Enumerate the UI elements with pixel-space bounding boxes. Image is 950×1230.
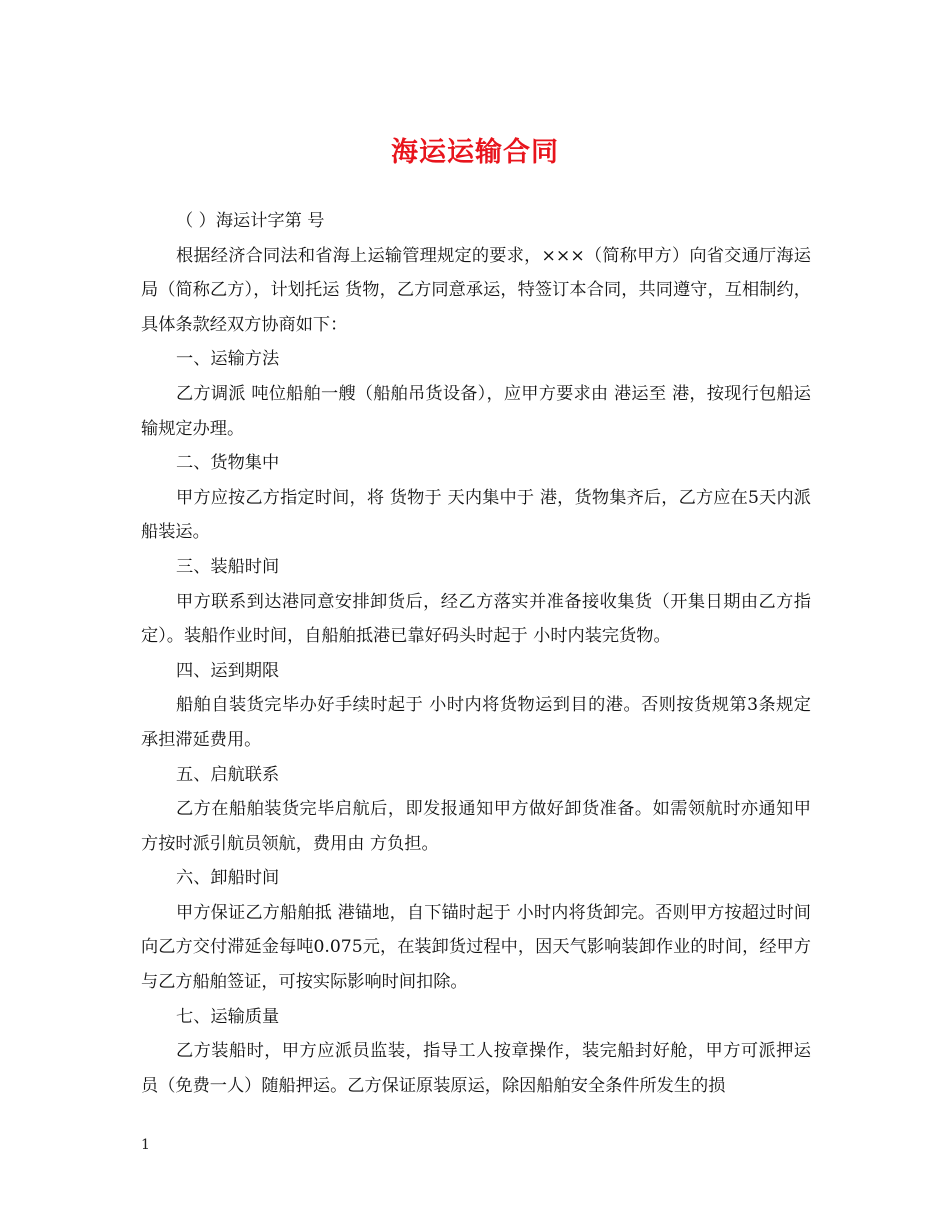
section-text-delivery-deadline: 船舶自装货完毕办好手续时起于 小时内将货物运到目的港。否则按货规第3条规定承担滞延费用。: [141, 695, 811, 750]
section-heading-transport-method: 一、运输方法: [176, 349, 280, 370]
section-text-cargo-collection: 甲方应按乙方指定时间，将 货物于 天内集中于 港，货物集齐后，乙方应在5天内派船装运。: [141, 487, 811, 543]
preamble-paragraph: 根据经济合同法和省海上运输管理规定的要求，×××（简称甲方）向省交通厅海运局（简称乙方），计划托运 货物，乙方同意承运，特签订本合同，共同遵守，互相制约，具体条款经双方协商如下：: [141, 245, 811, 335]
section-heading-loading-time: 三、装船时间: [176, 556, 280, 577]
section-text-unloading-time: 甲方保证乙方船舶抵 港锚地，自下锚时起于 小时内将货卸完。否则甲方按超过时间向乙方交付滞延金每吨0.075元，在装卸货过程中，因天气影响装卸作业的时间，经甲方与乙方船舶签证，可按实际影响时间扣除。: [141, 902, 811, 993]
document-body: [141, 204, 811, 1103]
section-text-transport-quality: 乙方装船时，甲方应派员监装，指导工人按章操作，装完船封好舱，甲方可派押运员（免费一人）随船押运。乙方保证原装原运，除因船舶安全条件所发生的损: [141, 1041, 811, 1096]
section-heading-departure-contact: 五、启航联系: [176, 764, 280, 785]
contract-number-line: （ ）海运计字第 号: [176, 211, 325, 231]
section-heading-delivery-deadline: 四、运到期限: [176, 660, 280, 681]
section-text-transport-method: 乙方调派 吨位船舶一艘（船舶吊货设备），应甲方要求由 港运至 港，按现行包船运输规定办理。: [141, 383, 811, 439]
section-text-departure-contact: 乙方在船舶装货完毕启航后，即发报通知甲方做好卸货准备。如需领航时亦通知甲方按时派引航员领航，费用由 方负担。: [141, 799, 811, 854]
section-heading-transport-quality: 七、运输质量: [176, 1006, 280, 1027]
document-title: 海运运输合同: [391, 137, 559, 168]
section-text-loading-time: 甲方联系到达港同意安排卸货后，经乙方落实并准备接收集货（开集日期由乙方指定）。装船作业时间，自船舶抵港已靠好码头时起于 小时内装完货物。: [141, 591, 811, 647]
section-heading-unloading-time: 六、卸船时间: [176, 868, 280, 889]
section-heading-cargo-collection: 二、货物集中: [176, 453, 280, 474]
page-number: 1: [141, 1137, 150, 1153]
